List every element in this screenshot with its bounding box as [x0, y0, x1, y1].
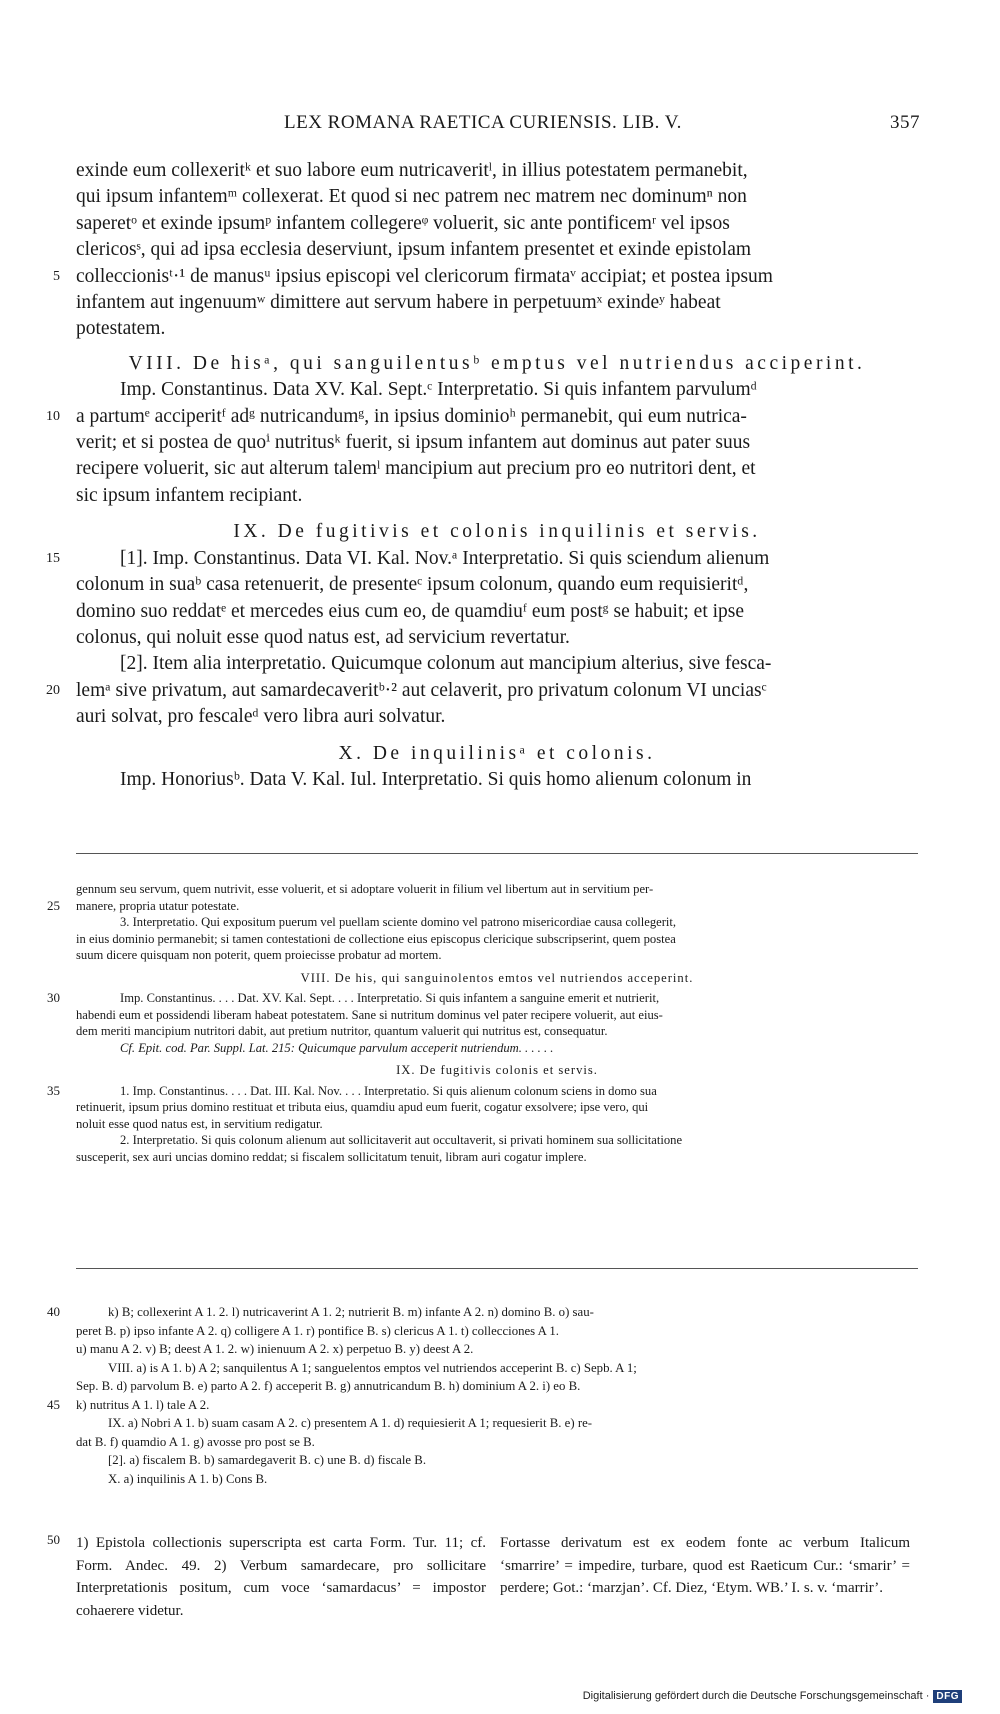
page-number: 357: [890, 112, 920, 133]
text-line: [2]. Item alia interpretatio. Quicumque colonum aut mancipium alterius, sive fesca-: [120, 653, 772, 675]
apparatus-line: u) manu A 2. v) B; deest A 1. 2. w) inienuum A 2. x) perpetuo B. y) deest A 2.: [76, 1342, 474, 1356]
section-heading-ix: IX. De fugitivis et colonis inquilinis et servis.: [233, 521, 761, 543]
footnote-line: noluit esse quod natus est, in servitium redigatur.: [76, 1116, 323, 1131]
critical-apparatus: [47, 1303, 918, 1488]
apparatus-line: IX. a) Nobri A 1. b) suam casam A 2. c) presentem A 1. d) requiesierit A 1; requesierit B. e) re-: [108, 1416, 593, 1430]
text-line: exinde eum collexeritᵏ et suo labore eum nutricaveritˡ, in illius potestatem permanebit,: [76, 160, 748, 181]
apparatus-line: dat B. f) quamdio A 1. g) avosse pro post se B.: [76, 1434, 315, 1449]
running-title: LEX ROMANA RAETICA CURIENSIS. LIB. V.: [284, 112, 682, 133]
line-number: 15: [46, 550, 60, 566]
source-footnotes: [47, 881, 918, 1165]
text-line: domino suo reddatᵉ et mercedes eius cum eo, de quamdiuᶠ eum postᵍ se habuit; et ipse: [76, 600, 745, 622]
text-line: Imp. Honoriusᵇ. Data V. Kal. Iul. Interpretatio. Si quis homo alienum colonum in: [120, 768, 752, 790]
text-line: 5 colleccionisᵗ·¹ de manusᵘ ipsius episcopi vel clericorum firmataᵛ accipiat; et postea ipsum: [76, 264, 918, 290]
text-line: clericosˢ, qui ad ipsa ecclesia deserviunt, ipsum infantem presentet et exinde epistolam: [76, 239, 752, 261]
line-number: 30: [47, 990, 60, 1005]
apparatus-line: Sep. B. d) parvolum B. e) parto A 2. f) acceperit B. g) annutricandum B. h) dominium A 2. i) eo B.: [76, 1379, 581, 1393]
footnote-heading-viii: VIII. De his, qui sanguinolentos emtos vel nutriendos acceperint.: [300, 970, 694, 985]
footnote-line: 30 Imp. Constantinus. . . . Dat. XV. Kal. Sept. . . . Interpretatio. Si quis infantem a sanguine emerit et nutrierit,: [76, 990, 918, 1007]
line-number: 45: [47, 1396, 60, 1412]
footnote-line: 2. Interpretatio. Si quis colonum alienum aut sollicitaverit aut occultaverit, si privati hominem sua sollicitatione: [120, 1133, 683, 1147]
footnote-divider: [76, 853, 918, 854]
line-number: 5: [53, 268, 60, 284]
line-number: 20: [46, 682, 60, 698]
line-number: 35: [47, 1082, 60, 1098]
note-right-column: Fortasse derivatum est ex eodem fonte ac verbum Italicum ‘smarrire’ = impedire, turbare, quod est Raeticum Cur.: ‘smarir’ = perdere; Got.: ‘marzjan’. Cf. Diez, ‘Etym. WB.’ I. s. v. ‘marrir’.: [500, 1535, 910, 1596]
footnote-line: dem meriti mancipium nutritori dabit, aut pretium nutritor, quantum valuerit qui nutritus est, consequatur.: [76, 1024, 608, 1038]
text-line: auri solvat, pro fescaleᵈ vero libra auri solvatur.: [76, 706, 446, 728]
line-number: 40: [47, 1304, 60, 1319]
text-line: 15 [1]. Imp. Constantinus. Data VI. Kal. Nov.ᵃ Interpretatio. Si quis sciendum alienum: [76, 546, 918, 572]
line-number: 25: [47, 897, 60, 913]
apparatus-line: 40 k) B; collexerint A 1. 2. l) nutricaverint A 1. 2; nutrierit B. m) infante A 2. n) domino B. o) sau-: [76, 1303, 918, 1322]
footnote-line: habendi eum et possidendi liberam habeat potestatem. Sane si nutritum dominus vel pater recipere voluerit, aut eius-: [76, 1007, 663, 1022]
line-number: 50: [47, 1532, 60, 1547]
dfg-logo: DFG: [933, 1690, 962, 1703]
footnote-line: Cf. Epit. cod. Par. Suppl. Lat. 215: Quicumque parvulum acceperit nutriendum. . . . . .: [120, 1040, 554, 1055]
footnote-heading-ix: IX. De fugitivis colonis et servis.: [396, 1063, 598, 1077]
digitization-credit: [583, 1690, 962, 1703]
footnote-line: 35 1. Imp. Constantinus. . . . Dat. III. Kal. Nov. . . . Interpretatio. Si quis alienum colonum sciens in domo sua: [76, 1083, 918, 1100]
text-line: 20 lemᵃ sive privatum, aut samardecaveritᵇ·² aut celaverit, pro privatum colonum VI unciasᶜ: [76, 678, 918, 704]
footnote-line: in eius dominio permanebit; si tamen contestationi de collectione eius episcopus clericique subscripserint, quem postea: [76, 931, 676, 946]
apparatus-line: X. a) inquilinis A 1. b) Cons B.: [108, 1471, 268, 1486]
text-line: potestatem.: [76, 318, 166, 340]
main-text: [46, 158, 918, 793]
section-heading-viii: VIII. De hisᵃ, qui sanguilentusᵇ emptus vel nutriendus acciperint.: [128, 352, 866, 374]
text-line: qui ipsum infantemᵐ collexerat. Et quod si nec patrem nec matrem nec dominumⁿ non: [76, 186, 747, 208]
footnote-line: suum dicere quisquam non poterit, quem proiecisse probatur ad mortem.: [76, 948, 442, 962]
line-number: 10: [46, 408, 60, 424]
footnote-line: 25 manere, propria utatur potestate.: [76, 898, 918, 915]
credit-text: Digitalisierung gefördert durch die Deutsche Forschungsgemeinschaft ·: [582, 1690, 930, 1702]
footnote-line: gennum seu servum, quem nutrivit, esse voluerit, et si adoptare voluerit in filium vel libertum aut in servitium per-: [76, 882, 654, 896]
text-line: Imp. Constantinus. Data XV. Kal. Sept.ᶜ Interpretatio. Si quis infantem parvulumᵈ: [120, 379, 757, 401]
text-line: 10 a partumᵉ acciperitᶠ adᵍ nutricandumᵍ, in ipsius dominioʰ permanebit, qui eum nutrica-: [76, 404, 918, 430]
text-line: colonus, qui noluit esse quod natus est, ad servicium revertatur.: [76, 626, 570, 648]
apparatus-line: peret B. p) ipso infante A 2. q) colligere A 1. r) pontifice B. s) clericus A 1. t) collecciones A 1.: [76, 1323, 559, 1338]
text-line: colonum in suaᵇ casa retenuerit, de presenteᶜ ipsum colonum, quando eum requisieritᵈ,: [76, 574, 749, 596]
note-left-column: 1) Epistola collectionis superscripta est carta Form. Tur. 11; cf. Form. Andec. 49. 2) Verbum samardecare, pro sollicitare Interpretationis positum, cum voce ‘samardacus’ = impostor cohaerere videtur.: [76, 1535, 486, 1619]
footnote-line: susceperit, sex auri uncias domino reddat; si fiscalem sollicitatum tenuit, libram auri cogatur implere.: [76, 1149, 587, 1164]
section-heading-x: X. De inquilinisᵃ et colonis.: [338, 742, 656, 764]
text-line: recipere voluerit, sic aut alterum talemˡ mancipium aut precium pro eo nutritori dent, et: [76, 458, 756, 480]
apparatus-divider: [76, 1268, 918, 1269]
text-line: sic ipsum infantem recipiant.: [76, 484, 303, 506]
text-line: verit; et si postea de quoⁱ nutritusᵏ fuerit, si ipsum infantem aut dominus aut pater suus: [76, 432, 751, 454]
apparatus-line: [2]. a) fiscalem B. b) samardegaverit B. c) une B. d) fiscale B.: [108, 1453, 427, 1467]
apparatus-line: 45 k) nutritus A 1. l) tale A 2.: [76, 1396, 918, 1415]
running-header: [74, 112, 920, 142]
text-line: saperetᵒ et exinde ipsumᵖ infantem collegereᵠ voluerit, sic ante pontificemʳ vel ipsos: [76, 212, 730, 234]
apparatus-line: VIII. a) is A 1. b) A 2; sanquilentus A 1; sanguelentos emptos vel nutriendos acceperint B. c) Sepb. A 1;: [108, 1360, 637, 1375]
footnote-line: 3. Interpretatio. Qui expositum puerum vel puellam sciente domino vel patrono misericordiae causa collegerit,: [120, 915, 677, 929]
text-line: infantem aut ingenuumʷ dimittere aut servum habere in perpetuumˣ exindeʸ habeat: [76, 292, 721, 314]
footnote-line: retinuerit, ipsum prius domino restituat et tributa eius, quamdiu apud eum fuerit, cogatur exsolvere; ipse vero, qui: [76, 1100, 649, 1114]
